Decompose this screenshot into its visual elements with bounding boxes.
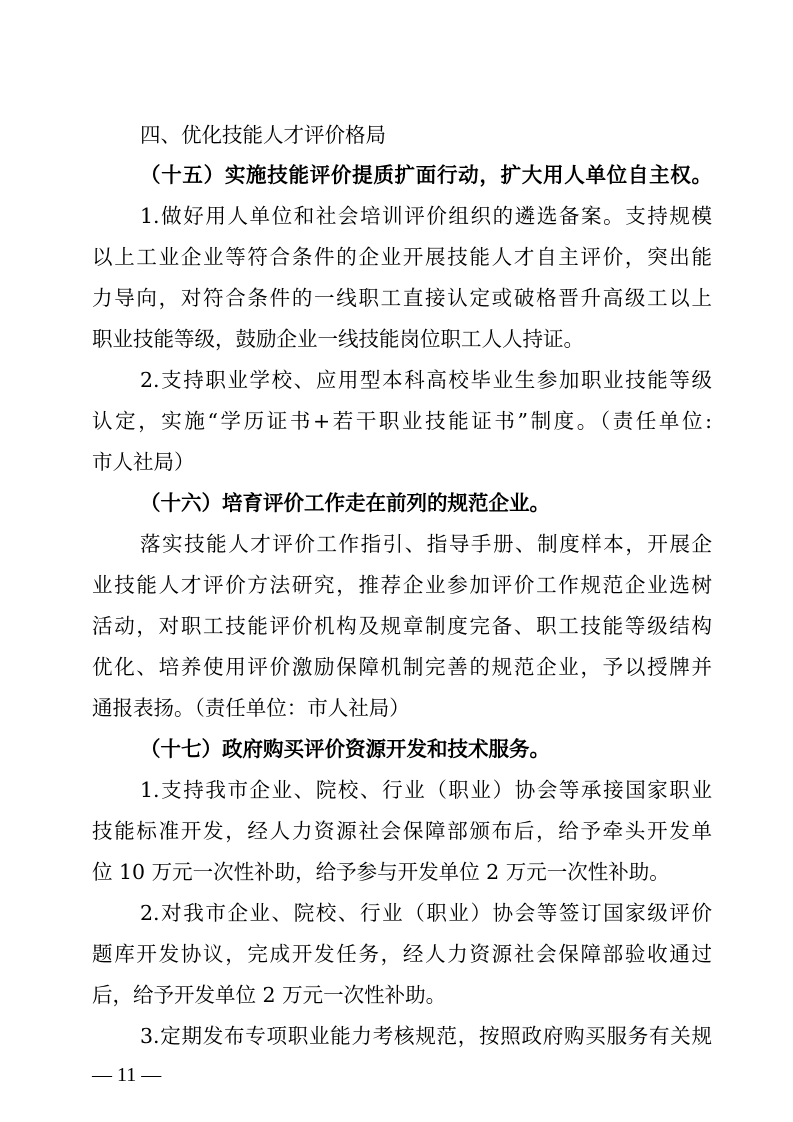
page-number: — 11 — <box>92 1064 162 1086</box>
subsection-heading-16: （十六）培育评价工作走在前列的规范企业。 <box>140 491 550 515</box>
paragraph-line: 1.做好用人单位和社会培训评价组织的遴选备案。支持规模 <box>140 204 712 228</box>
paragraph-line: 技能标准开发，经人力资源社会保障部颁布后，给予牵头开发单 <box>92 819 712 843</box>
section-heading: 四、优化技能人才评价格局 <box>140 123 386 147</box>
paragraph-line: 优化、培养使用评价激励保障机制完善的规范企业，予以授牌并 <box>92 655 712 679</box>
paragraph-line: 职业技能等级，鼓励企业一线技能岗位职工人人持证。 <box>92 327 584 351</box>
paragraph-line: 市人社局） <box>92 450 195 474</box>
paragraph-line: 3.定期发布专项职业能力考核规范，按照政府购买服务有关规 <box>140 1024 712 1048</box>
paragraph-line: 2.对我市企业、院校、行业（职业）协会等签订国家级评价 <box>140 901 712 925</box>
paragraph-line: 2.支持职业学校、应用型本科高校毕业生参加职业技能等级 <box>140 368 712 392</box>
paragraph-line: 1.支持我市企业、院校、行业（职业）协会等承接国家职业 <box>140 778 712 802</box>
paragraph-line: 活动，对职工技能评价机构及规章制度完备、职工技能等级结构 <box>92 614 712 638</box>
paragraph-line: 位 10 万元一次性补助，给予参与开发单位 2 万元一次性补助。 <box>92 860 670 884</box>
paragraph-line: 后，给予开发单位 2 万元一次性补助。 <box>92 983 447 1007</box>
paragraph-line: 业技能人才评价方法研究，推荐企业参加评价工作规范企业选树 <box>92 573 712 597</box>
paragraph-line: 以上工业企业等符合条件的企业开展技能人才自主评价，突出能 <box>92 245 712 269</box>
paragraph-line: 认定，实施“学历证书+若干职业技能证书”制度。（责任单位: <box>92 409 712 433</box>
subsection-heading-17: （十七）政府购买评价资源开发和技术服务。 <box>140 737 550 761</box>
paragraph-line: 题库开发协议，完成开发任务，经人力资源社会保障部验收通过 <box>92 942 712 966</box>
subsection-heading-15: （十五）实施技能评价提质扩面行动，扩大用人单位自主权。 <box>140 163 712 187</box>
paragraph-line: 力导向，对符合条件的一线职工直接认定或破格晋升高级工以上 <box>92 286 712 310</box>
paragraph-line: 通报表扬。（责任单位：市人社局） <box>92 696 410 720</box>
paragraph-line: 落实技能人才评价工作指引、指导手册、制度样本，开展企 <box>140 532 712 556</box>
